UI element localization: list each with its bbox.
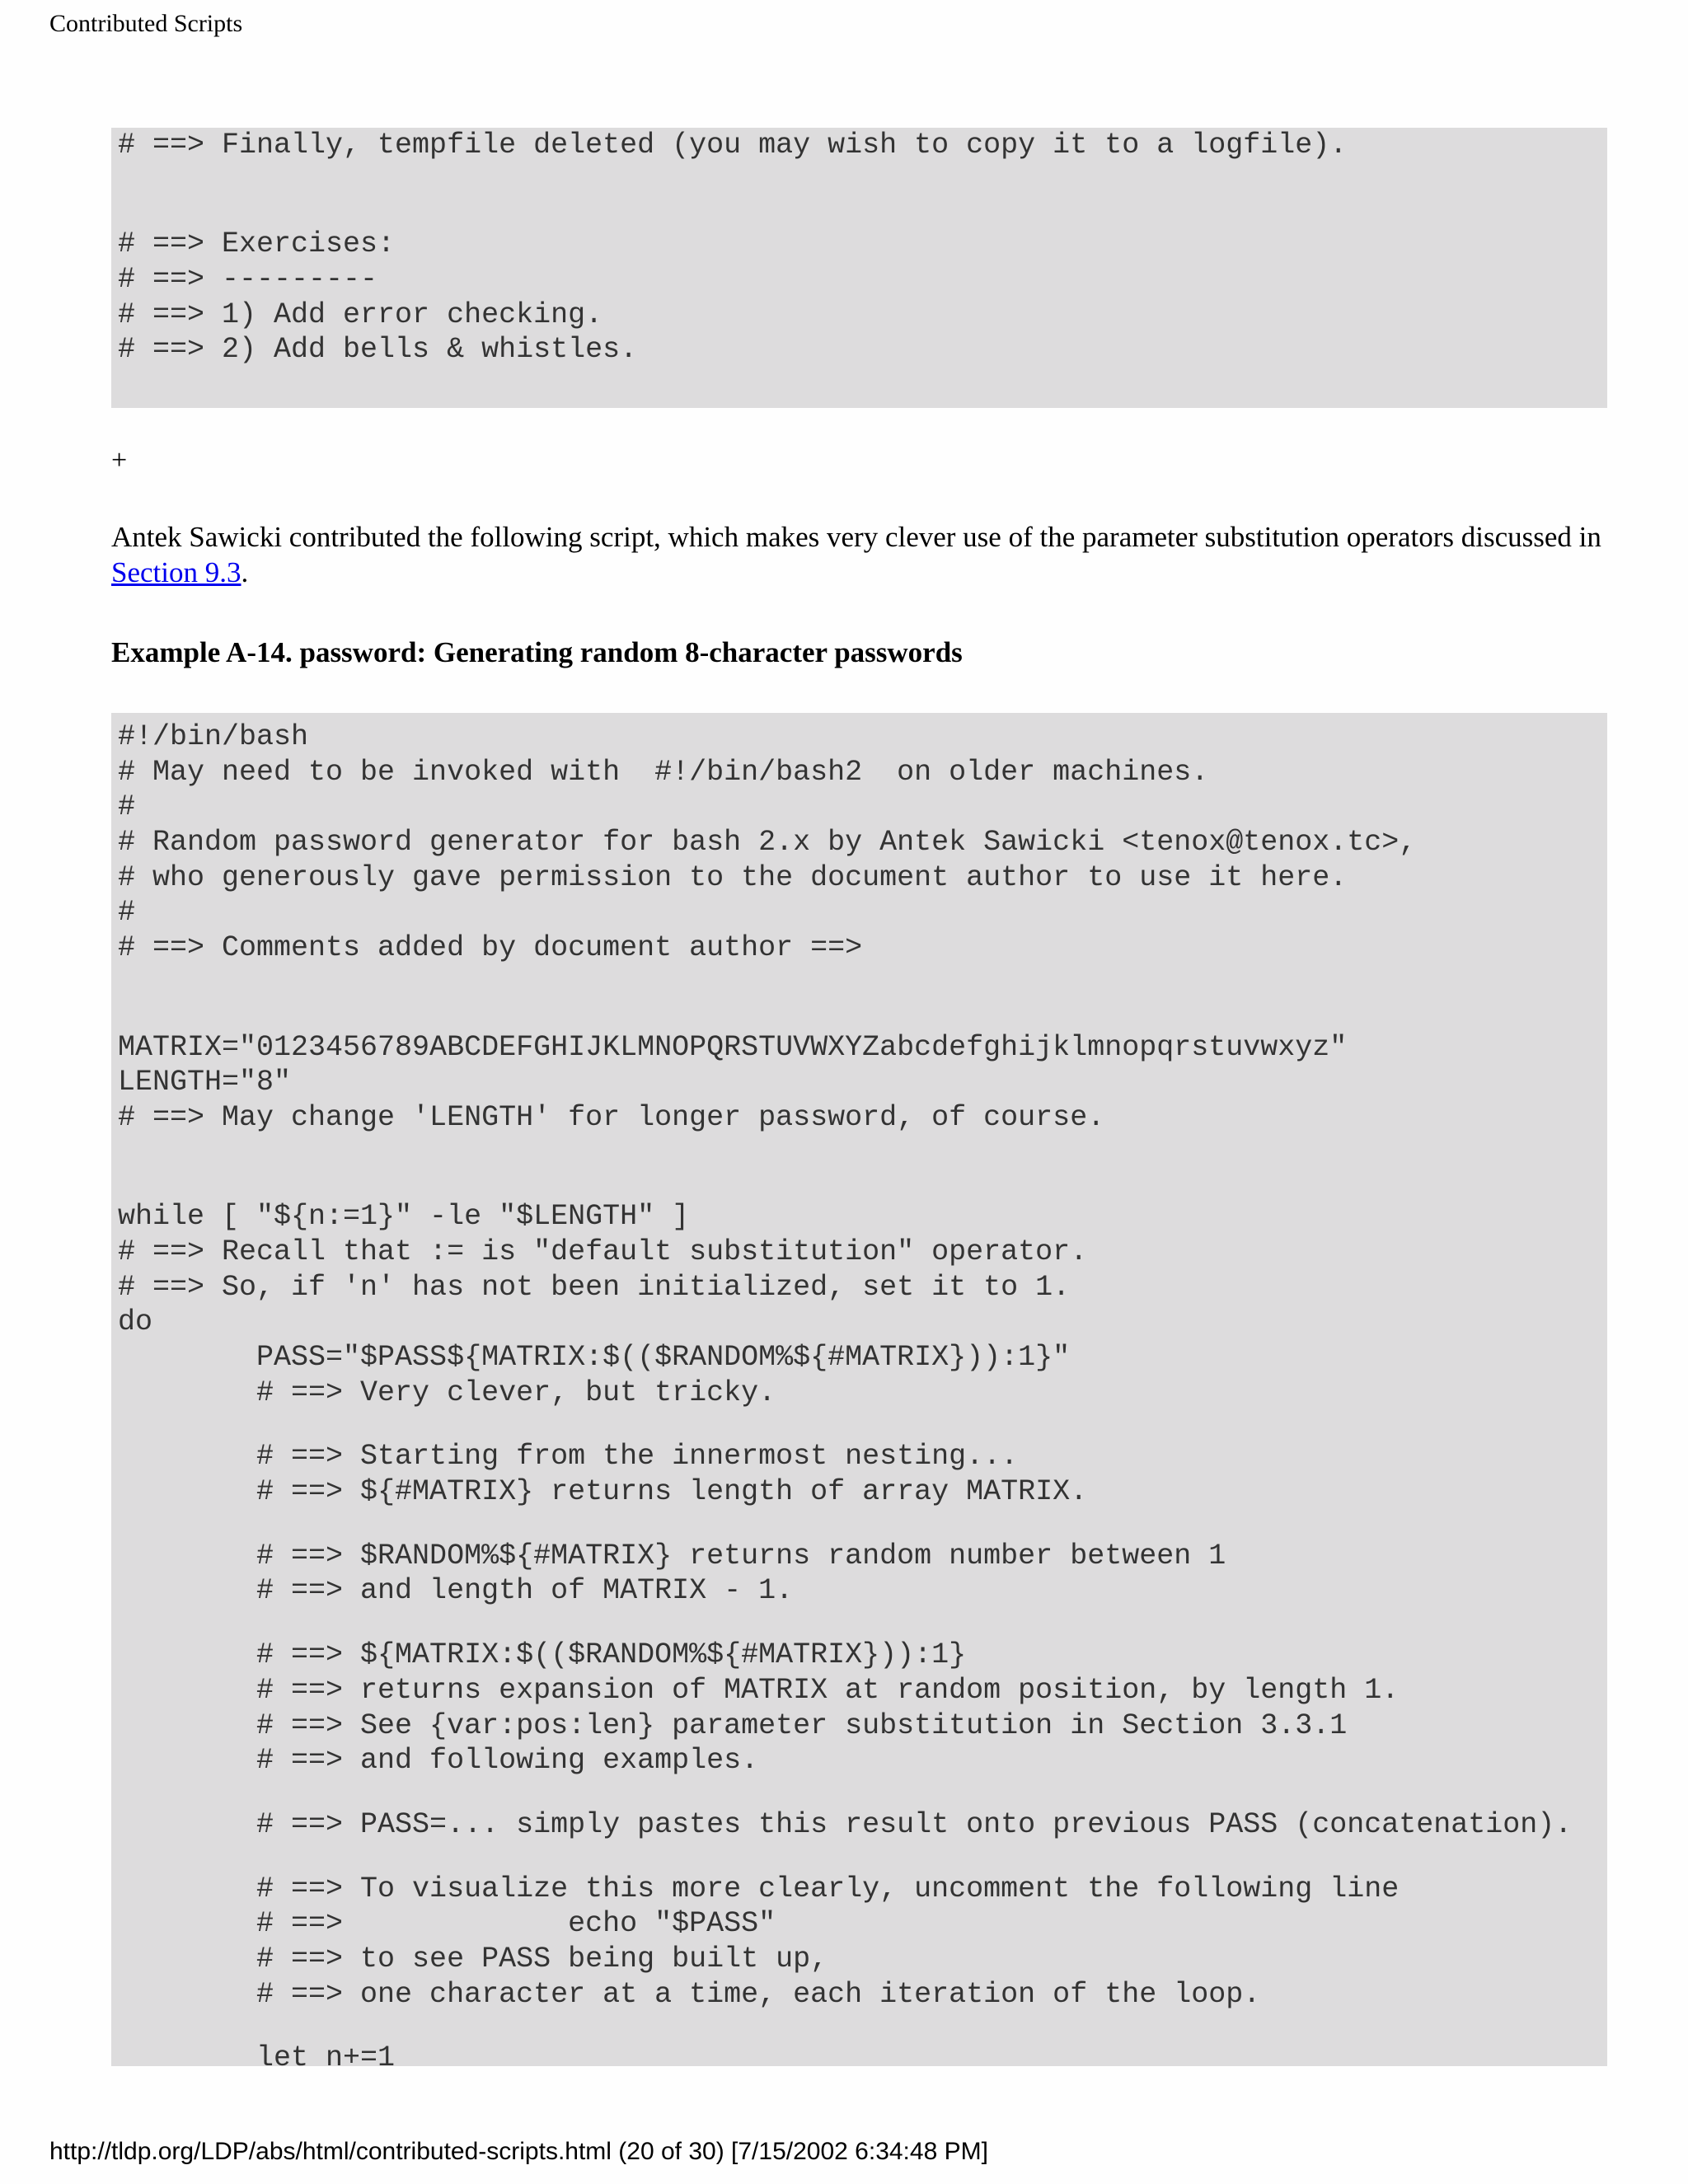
plus-sign: + xyxy=(111,445,128,476)
blank-line xyxy=(118,1001,1607,1030)
code-line: # May need to be invoked with #!/bin/bash2 on older machines. xyxy=(118,755,1209,789)
code-line: # ==> Very clever, but tricky. xyxy=(118,1376,776,1409)
code-line: # ==> 2) Add bells & whistles. xyxy=(118,333,638,367)
code-line: # ==> PASS=... simply pastes this result onto previous PASS (concatenation). xyxy=(118,1807,1573,1841)
code-line: # ==> ${MATRIX:$(($RANDOM%${#MATRIX})):1} xyxy=(118,1638,967,1672)
code-line: # ==> To visualize this more clearly, uncomment the following line xyxy=(118,1872,1400,1905)
page-header: Contributed Scripts xyxy=(49,10,243,37)
blank-line xyxy=(118,1843,1607,1872)
blank-line xyxy=(118,1510,1607,1539)
code-line: # ==> Comments added by document author ==> xyxy=(118,931,863,965)
code-line: # ==> one character at a time, each iteration of the loop. xyxy=(118,1977,1261,2011)
blank-line xyxy=(118,2012,1607,2041)
code-line: MATRIX="0123456789ABCDEFGHIJKLMNOPQRSTUVWXYZabcdefghijklmnopqrstuvwxyz" xyxy=(118,1030,1348,1064)
code-line: while [ "${n:=1}" -le "$LENGTH" ] xyxy=(118,1200,690,1234)
code-block-exercises xyxy=(111,128,1607,408)
code-line: # ==> --------- xyxy=(118,263,378,297)
code-line: # ==> Recall that := is "default substitution" operator. xyxy=(118,1235,1088,1268)
code-line: # ==> ${#MATRIX} returns length of array MATRIX. xyxy=(118,1475,1088,1509)
paragraph-text: Antek Sawicki contributed the following script, which makes very clever use of the parameter substitution operators discussed in xyxy=(111,521,1601,553)
code-line: # who generously gave permission to the document author to use it here. xyxy=(118,860,1348,894)
blank-line xyxy=(118,198,1607,227)
blank-line xyxy=(118,163,1607,199)
code-line: # ==> $RANDOM%${#MATRIX} returns random number between 1 xyxy=(118,1539,1226,1572)
code-line: # ==> So, if 'n' has not been initialized, set it to 1. xyxy=(118,1270,1071,1304)
paragraph-period: . xyxy=(241,556,249,588)
example-title: Example A-14. password: Generating random 8-character passwords xyxy=(111,636,963,668)
section-9-3-link[interactable]: Section 9.3 xyxy=(111,556,241,588)
code-line: PASS="$PASS${MATRIX:$(($RANDOM%${#MATRIX})):1}" xyxy=(118,1341,1071,1374)
code-line: # ==> 1) Add error checking. xyxy=(118,298,603,331)
intro-paragraph xyxy=(111,519,1611,590)
code-line: # ==> returns expansion of MATRIX at random position, by length 1. xyxy=(118,1673,1400,1707)
code-line: # ==> to see PASS being built up, xyxy=(118,1942,828,1975)
code-line: # ==> Finally, tempfile deleted (you may wish to copy it to a logfile). xyxy=(118,129,1348,162)
code-line: # ==> echo "$PASS" xyxy=(118,1907,776,1941)
code-line: # ==> and following examples. xyxy=(118,1744,759,1778)
blank-line xyxy=(118,1609,1607,1638)
code-line: # ==> May change 'LENGTH' for longer password, of course. xyxy=(118,1100,1105,1134)
blank-line xyxy=(118,1410,1607,1439)
code-line: do xyxy=(118,1305,153,1339)
code-line: # xyxy=(118,896,136,930)
code-line: # Random password generator for bash 2.x by Antek Sawicki <tenox@tenox.tc>, xyxy=(118,826,1417,860)
code-line: # ==> Exercises: xyxy=(118,227,396,261)
code-line: # ==> and length of MATRIX - 1. xyxy=(118,1574,794,1608)
code-line: # xyxy=(118,790,136,824)
blank-line xyxy=(118,1170,1607,1199)
blank-line xyxy=(118,1779,1607,1807)
code-line: #!/bin/bash xyxy=(118,720,309,753)
blank-line xyxy=(118,966,1607,1001)
code-line: let n+=1 xyxy=(118,2041,396,2066)
code-block-password-script xyxy=(111,713,1607,2066)
code-line: # ==> Starting from the innermost nesting... xyxy=(118,1440,1019,1474)
code-line: # ==> See {var:pos:len} parameter substitution in Section 3.3.1 xyxy=(118,1708,1348,1742)
page-footer: http://tldp.org/LDP/abs/html/contributed-scripts.html (20 of 30) [7/15/2002 6:34:48 PM] xyxy=(49,2138,988,2165)
blank-line xyxy=(118,1136,1607,1171)
code-line: LENGTH="8" xyxy=(118,1066,292,1099)
